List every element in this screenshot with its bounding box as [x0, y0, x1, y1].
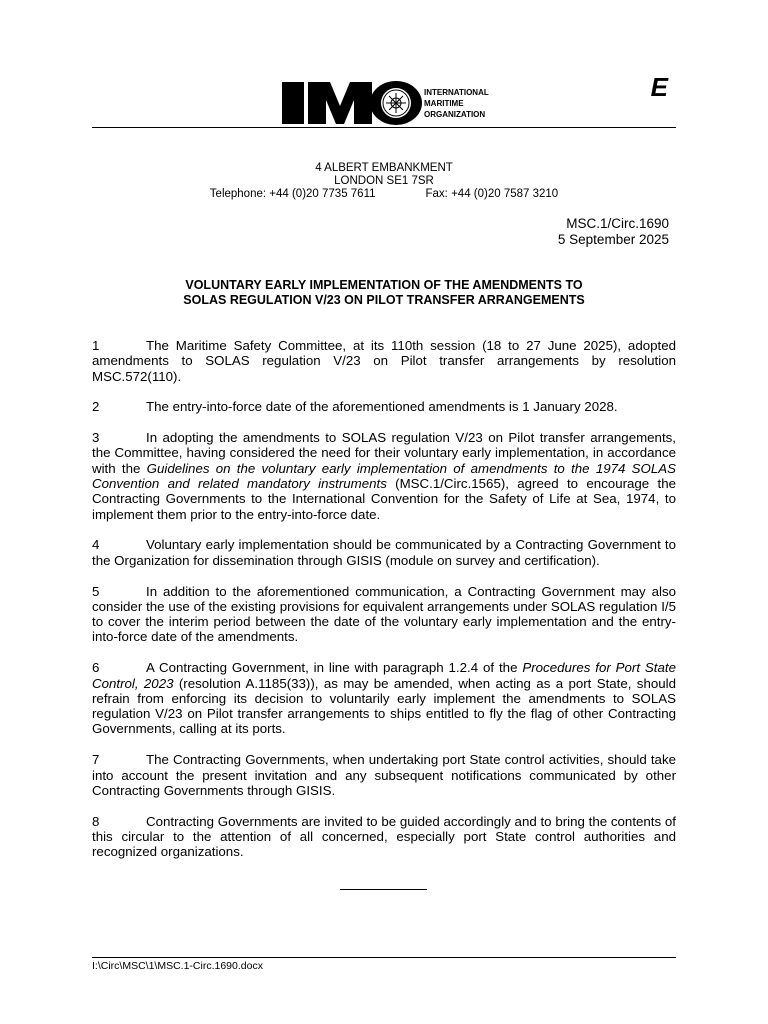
paragraph [92, 584, 676, 645]
paragraph-number: 6 [92, 660, 100, 676]
paragraph-number: 1 [92, 338, 100, 353]
paragraph-text: The Contracting Governments, when undertaking port State control activities, should take into account the present invitation and any subsequent notifications communicated by other Contracting Governments through GISIS. [92, 752, 676, 798]
paragraph [92, 537, 676, 568]
document-title [92, 278, 676, 308]
document-number: MSC.1/Circ.1690 [566, 216, 669, 231]
org-name-line-3: ORGANIZATION [424, 110, 486, 119]
paragraph-number: 4 [92, 537, 100, 553]
end-of-document-rule [340, 889, 427, 890]
paragraph [92, 399, 676, 414]
document-body [92, 338, 676, 875]
paragraph-text: (resolution A.1185(33)), as may be amended, when acting as a port State, should refrain from enforcing its decision to voluntarily early implement the amendments to SOLAS regulation V/23 on Pilot transfer arrangements to ships entitled to fly the flag of other Contracting Governments, calling at its ports. [92, 675, 676, 737]
telephone: Telephone: +44 (0)20 7735 7611 [209, 188, 376, 200]
paragraph-text: In adopting the amendments to SOLAS regulation V/23 on Pilot transfer arrangements, the Committee, having considered the need for their voluntary early implementation, in accordance with the [92, 430, 676, 476]
org-name-line-2: MARITIME [424, 99, 464, 108]
paragraph [92, 430, 676, 522]
header-rule [92, 127, 676, 128]
paragraph-text: The entry-into-force date of the aforementioned amendments is 1 January 2028. [146, 399, 618, 415]
paragraph-citation: Procedures for Port State Control, 2023 [92, 660, 676, 691]
title-line-1: VOLUNTARY EARLY IMPLEMENTATION OF THE AMENDMENTS TO [185, 278, 583, 292]
imo-logo [282, 80, 512, 126]
address-line-1: 4 ALBERT EMBANKMENT [315, 162, 453, 174]
paragraph-text: The Maritime Safety Committee, at its 110th session (18 to 27 June 2025), adopted amendments to SOLAS regulation V/23 on Pilot transfer arrangements by resolution MSC.572(110). [92, 338, 676, 384]
paragraph-citation: Guidelines on the voluntary early implementation of amendments to the 1974 SOLAS Convention and related mandatory instruments [92, 460, 676, 492]
paragraph [92, 814, 676, 860]
paragraph-text: Voluntary early implementation should be communicated by a Contracting Government to the Organization for dissemination through GISIS (module on survey and certification). [92, 537, 676, 568]
document-reference [558, 216, 669, 248]
language-mark: E [650, 72, 668, 102]
paragraph-number: 2 [92, 399, 100, 415]
paragraph-number: 8 [92, 813, 100, 829]
paragraph-text: (MSC.1/Circ.1565), agreed to encourage the Contracting Governments to the International Convention for the Safety of Life at Sea, 1974, to implement them prior to the entry-into-force date. [92, 476, 676, 522]
contact-line [92, 188, 676, 201]
paragraph-text: In addition to the aforementioned communication, a Contracting Government may also consider the use of the existing provisions for equivalent arrangements under SOLAS regulation I/5 to cover the interim period between the date of the voluntary early implementation and the entry-into-force date of the amendments. [92, 583, 676, 645]
paragraph [92, 752, 676, 798]
document-date: 5 September 2025 [557, 232, 669, 247]
paragraph-number: 5 [92, 583, 100, 599]
letterhead [92, 72, 676, 128]
title-line-2: SOLAS REGULATION V/23 ON PILOT TRANSFER ARRANGEMENTS [183, 293, 585, 307]
paragraph-text: Contracting Governments are invited to be guided accordingly and to bring the contents of this circular to the attention of all concerned, especially port State control authorities and recognized organizations. [92, 813, 676, 860]
address-line-2: LONDON SE1 7SR [334, 175, 434, 187]
paragraph-number: 3 [92, 430, 100, 446]
paragraph [92, 660, 676, 736]
address-block [92, 162, 676, 201]
paragraph-text: A Contracting Government, in line with paragraph 1.2.4 of the [146, 660, 523, 676]
paragraph [92, 338, 676, 384]
imo-logo-graphic [282, 80, 512, 126]
paragraph-number: 7 [92, 752, 100, 768]
org-name-line-1: INTERNATIONAL [424, 88, 489, 97]
fax: Fax: +44 (0)20 7587 3210 [425, 188, 559, 200]
footer-file-path: I:\Circ\MSC\1\MSC.1-Circ.1690.docx [92, 960, 263, 972]
footer-rule [92, 957, 676, 958]
